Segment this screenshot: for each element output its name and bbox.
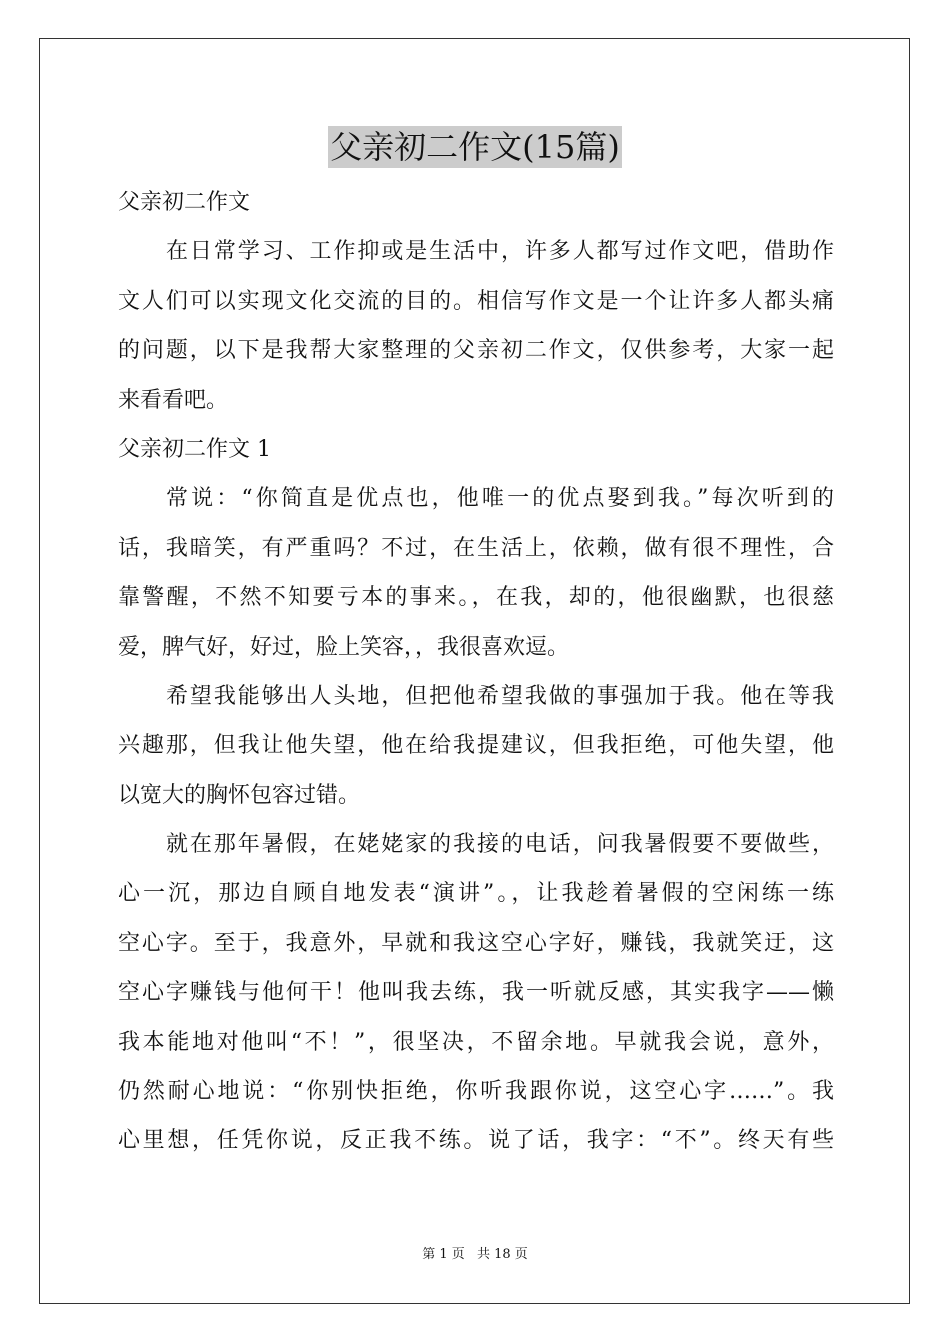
- text-line: 爱，脾气好，好过，脸上笑容，，我很喜欢逗。: [118, 634, 570, 660]
- text-line: 兴趣那，但我让他失望，他在给我提建议，但我拒绝，可他失望，他: [118, 733, 834, 759]
- text-line: 心一沉，那边自顾自地发表“演讲”。，让我趁着暑假的空闲练一练: [118, 881, 834, 907]
- text-line: 话，我暗笑，有严重吗？不过，在生活上，依赖，做有很不理性，合: [118, 535, 834, 561]
- text-line: 我本能地对他叫“不！”，很坚决，不留余地。早就我会说，意外，: [118, 1029, 834, 1055]
- title-wrap: [0, 126, 950, 168]
- page-footer: [0, 1246, 950, 1264]
- page-total: 共 18 页: [476, 1247, 528, 1262]
- document-body: [118, 178, 834, 1166]
- text-line: 心里想，任凭你说，反正我不练。说了话，我字：“不”。终天有些: [118, 1128, 834, 1154]
- text-line: 以宽大的胸怀包容过错。: [118, 782, 361, 808]
- text-line: 靠警醒，不然不知要亏本的事来。，在我，却的，他很幽默，也很慈: [118, 585, 834, 611]
- text-line: 就在那年暑假，在姥姥家的我接的电话，问我暑假要不要做些，: [166, 832, 834, 858]
- text-line: 空心字。至于，我意外，早就和我这空心字好，赚钱，我就笑迂，这: [118, 930, 834, 956]
- text-line: 仍然耐心地说：“你别快拒绝，你听我跟你说，这空心字……”。我: [118, 1079, 834, 1105]
- text-line: 常说：“你简直是优点也，他唯一的优点娶到我。”每次听到的: [166, 486, 834, 512]
- text-line: 希望我能够出人头地，但把他希望我做的事强加于我。他在等我: [166, 683, 834, 709]
- document-title: 父亲初二作文(15篇): [330, 128, 620, 166]
- text-line: 的问题，以下是我帮大家整理的父亲初二作文，仅供参考，大家一起: [118, 338, 834, 364]
- text-line: 文人们可以实现文化交流的目的。相信写作文是一个让许多人都头痛: [118, 288, 834, 314]
- page-number: 第 1 页: [422, 1247, 465, 1262]
- text-line: 在日常学习、工作抑或是生活中，许多人都写过作文吧，借助作: [166, 239, 834, 265]
- text-line: 父亲初二作文 1: [118, 436, 271, 462]
- text-line: 来看看吧。: [118, 387, 229, 413]
- text-line: 空心字赚钱与他何干！他叫我去练，我一听就反感，其实我字——懒: [118, 980, 834, 1006]
- text-line: 父亲初二作文: [118, 190, 251, 215]
